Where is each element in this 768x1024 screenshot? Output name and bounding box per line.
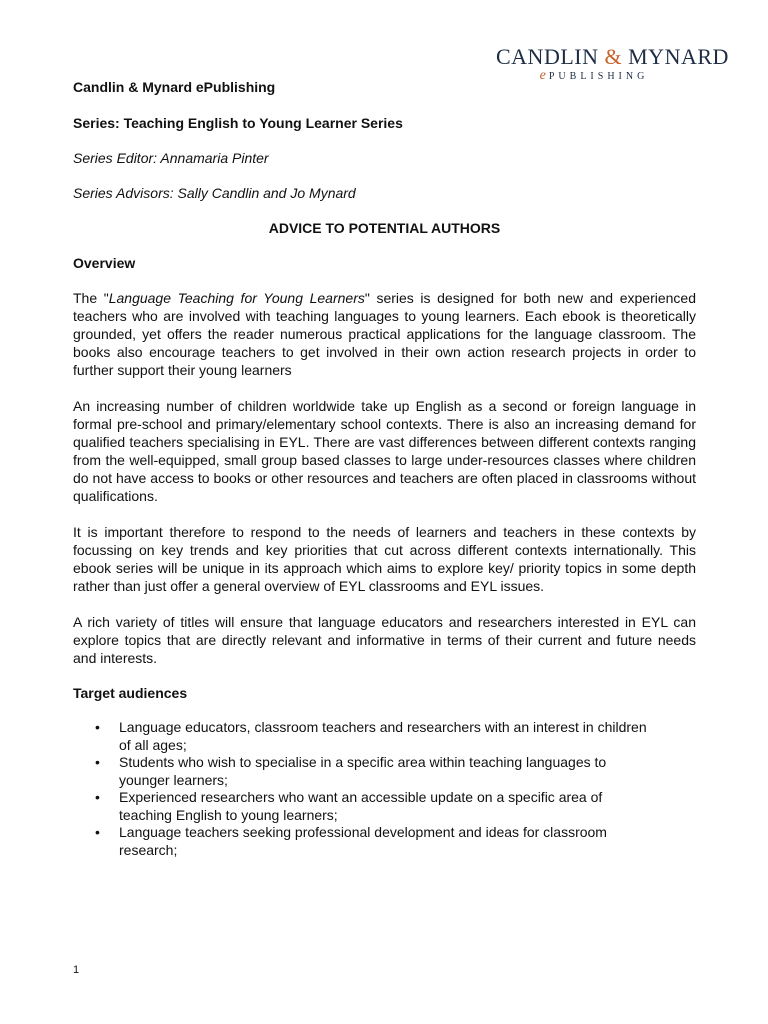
document-title: ADVICE TO POTENTIAL AUTHORS <box>268 220 501 236</box>
overview-heading: Overview <box>73 255 136 271</box>
overview-paragraph-3: It is important therefore to respond to the needs of learners and teachers in these contexts by focussing on key trends and key priorities that cut across different contexts internationally. This ebook series will be unique in its approach which aims to explore key/ priority topics in some depth rather than just offer a general overview of EYL classrooms and EYL issues. <box>73 524 696 594</box>
list-item: • Experienced researchers who want an accessible update on a specific area of teaching English to young learners; <box>95 789 603 823</box>
list-item: • Students who wish to specialise in a specific area within teaching languages to younger learners; <box>95 754 607 788</box>
series-advisors: Series Advisors: Sally Candlin and Jo Mynard <box>73 185 356 201</box>
list-item: • Language educators, classroom teachers and researchers with an interest in children of all ages; <box>95 719 647 753</box>
document-body <box>73 78 696 859</box>
page-number: 1 <box>73 964 80 976</box>
logo-wordmark: CANDLIN & MYNARD <box>496 44 729 69</box>
overview-paragraph-2: An increasing number of children worldwide take up English as a second or foreign language in formal pre-school and primary/elementary school contexts. There is also an increasing demand for qualified teachers specialising in EYL. There are vast differences between different contexts ranging from the well-equipped, small group based classes to large under-resources classes where children do not have access to books or other resources and teachers are often placed in classrooms without qualifications. <box>73 398 696 504</box>
publisher-name: Candlin & Mynard ePublishing <box>73 79 276 95</box>
overview-paragraph-4: A rich variety of titles will ensure that language educators and researchers interested in EYL can explore topics that are directly relevant and informative in terms of their current and future needs and interests. <box>73 614 696 666</box>
logo-subtitle: e PUBLISHING <box>539 68 649 83</box>
overview-paragraph-1: The "Language Teaching for Young Learners" series is designed for both new and experienced teachers who are involved with teaching languages to young learners. Each ebook is theoretically grounded, yet offers the reader numerous practical applications for the language classroom. The books also encourage teachers to get involved in their own action research projects in order to further support their young learners <box>73 290 696 378</box>
audiences-list <box>73 719 696 859</box>
series-editor: Series Editor: Annamaria Pinter <box>73 150 269 166</box>
series-title: Series: Teaching English to Young Learner Series <box>73 115 403 131</box>
audiences-heading: Target audiences <box>73 685 188 701</box>
list-item: • Language teachers seeking professional development and ideas for classroom research; <box>95 824 607 858</box>
